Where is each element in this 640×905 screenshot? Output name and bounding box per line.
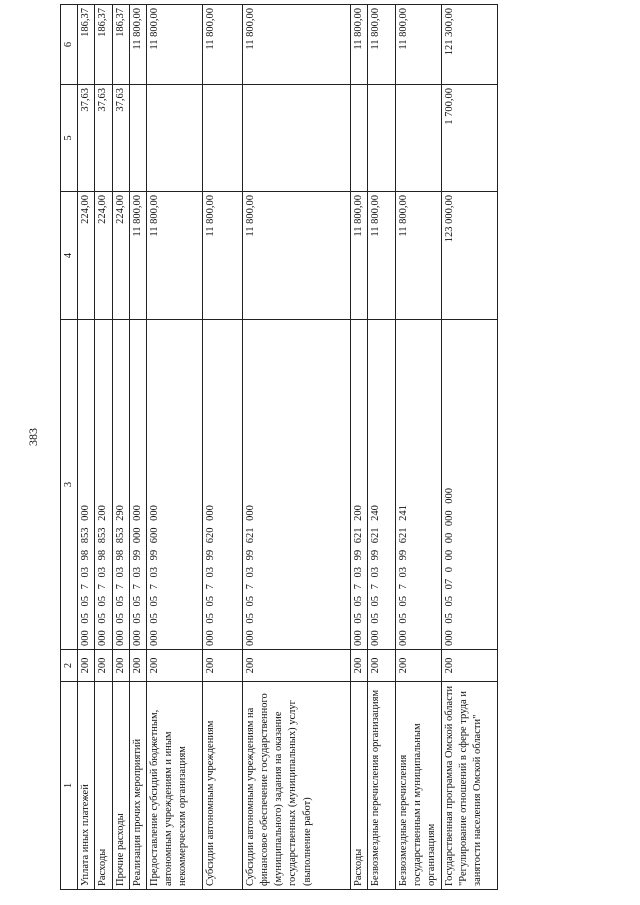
row-code: 200 (202, 650, 242, 682)
row-executed (202, 85, 242, 192)
row-kbk: 000 05 05 7 03 99 000 000 (129, 320, 146, 650)
table-row (396, 5, 442, 890)
table-row (350, 5, 367, 890)
row-code: 200 (242, 650, 350, 682)
row-name: Безвозмездные перечисления государственным и муниципальным организациям (396, 682, 442, 890)
row-executed (368, 85, 396, 192)
row-code: 200 (368, 650, 396, 682)
row-name: Расходы (350, 682, 367, 890)
table-row (242, 5, 350, 890)
row-kbk: 000 05 05 7 03 99 621 000 (242, 320, 350, 650)
row-name: Субсидии автономным учреждениям на финансовое обеспечение государственного (муниципального) задания на оказание государственных (муниципальных) услуг (выполнение работ) (242, 682, 350, 890)
row-name: Безвозмездные перечисления организациям (368, 682, 396, 890)
row-code: 200 (146, 650, 202, 682)
row-code: 200 (78, 650, 95, 682)
row-executed (242, 85, 350, 192)
header-cell-1: 1 (61, 682, 78, 890)
row-name: Субсидии автономным учреждениям (202, 682, 242, 890)
header-cell-3: 3 (61, 320, 78, 650)
table-row (441, 5, 497, 890)
row-plan: 11 800,00 (368, 192, 396, 320)
row-kbk: 000 05 05 7 03 99 621 241 (396, 320, 442, 650)
row-code: 200 (441, 650, 497, 682)
row-remainder: 11 800,00 (396, 5, 442, 85)
row-executed (146, 85, 202, 192)
row-executed: 37,63 (112, 85, 129, 192)
row-kbk: 000 05 05 07 0 00 00 000 000 (441, 320, 497, 650)
row-code: 200 (129, 650, 146, 682)
table-row (78, 5, 95, 890)
row-plan: 11 800,00 (350, 192, 367, 320)
row-name: Уплата иных платежей (78, 682, 95, 890)
row-name: Государственная программа Омской области "Регулирование отношений в сфере труда и занятости населения Омской области" (441, 682, 497, 890)
row-executed: 1 700,00 (441, 85, 497, 192)
row-kbk: 000 05 05 7 03 99 621 240 (368, 320, 396, 650)
row-executed (396, 85, 442, 192)
row-plan: 11 800,00 (146, 192, 202, 320)
row-remainder: 11 800,00 (350, 5, 367, 85)
row-remainder: 186,37 (95, 5, 112, 85)
row-remainder: 121 300,00 (441, 5, 497, 85)
row-kbk: 000 05 05 7 03 98 853 290 (112, 320, 129, 650)
rotated-table-container (60, 5, 580, 890)
header-cell-4: 4 (61, 192, 78, 320)
row-plan: 11 800,00 (242, 192, 350, 320)
row-kbk: 000 05 05 7 03 99 621 200 (350, 320, 367, 650)
row-remainder: 11 800,00 (129, 5, 146, 85)
row-code: 200 (95, 650, 112, 682)
row-remainder: 11 800,00 (146, 5, 202, 85)
row-remainder: 186,37 (78, 5, 95, 85)
row-kbk: 000 05 05 7 03 98 853 200 (95, 320, 112, 650)
table-row (95, 5, 112, 890)
table-row (368, 5, 396, 890)
header-cell-5: 5 (61, 85, 78, 192)
row-plan: 11 800,00 (202, 192, 242, 320)
row-plan: 224,00 (95, 192, 112, 320)
row-name: Предоставление субсидий бюджетным, автономным учреждениям и иным некоммерческим организациям (146, 682, 202, 890)
row-kbk: 000 05 05 7 03 99 600 000 (146, 320, 202, 650)
row-plan: 224,00 (112, 192, 129, 320)
row-plan: 123 000,00 (441, 192, 497, 320)
budget-table (60, 4, 498, 890)
header-cell-6: 6 (61, 5, 78, 85)
row-remainder: 11 800,00 (242, 5, 350, 85)
row-name: Расходы (95, 682, 112, 890)
row-kbk: 000 05 05 7 03 98 853 000 (78, 320, 95, 650)
header-cell-2: 2 (61, 650, 78, 682)
header-row (61, 5, 78, 890)
table-row (146, 5, 202, 890)
row-executed: 37,63 (78, 85, 95, 192)
row-remainder: 11 800,00 (368, 5, 396, 85)
page-number: 383 (26, 428, 40, 446)
row-plan: 11 800,00 (129, 192, 146, 320)
table-row (129, 5, 146, 890)
row-executed (350, 85, 367, 192)
row-plan: 224,00 (78, 192, 95, 320)
table-row (202, 5, 242, 890)
row-remainder: 186,37 (112, 5, 129, 85)
row-name: Реализация прочих мероприятий (129, 682, 146, 890)
row-plan: 11 800,00 (396, 192, 442, 320)
row-code: 200 (350, 650, 367, 682)
row-name: Прочие расходы (112, 682, 129, 890)
table-row (112, 5, 129, 890)
row-code: 200 (396, 650, 442, 682)
row-kbk: 000 05 05 7 03 99 620 000 (202, 320, 242, 650)
row-code: 200 (112, 650, 129, 682)
row-remainder: 11 800,00 (202, 5, 242, 85)
table-body (78, 5, 497, 890)
row-executed (129, 85, 146, 192)
row-executed: 37,63 (95, 85, 112, 192)
